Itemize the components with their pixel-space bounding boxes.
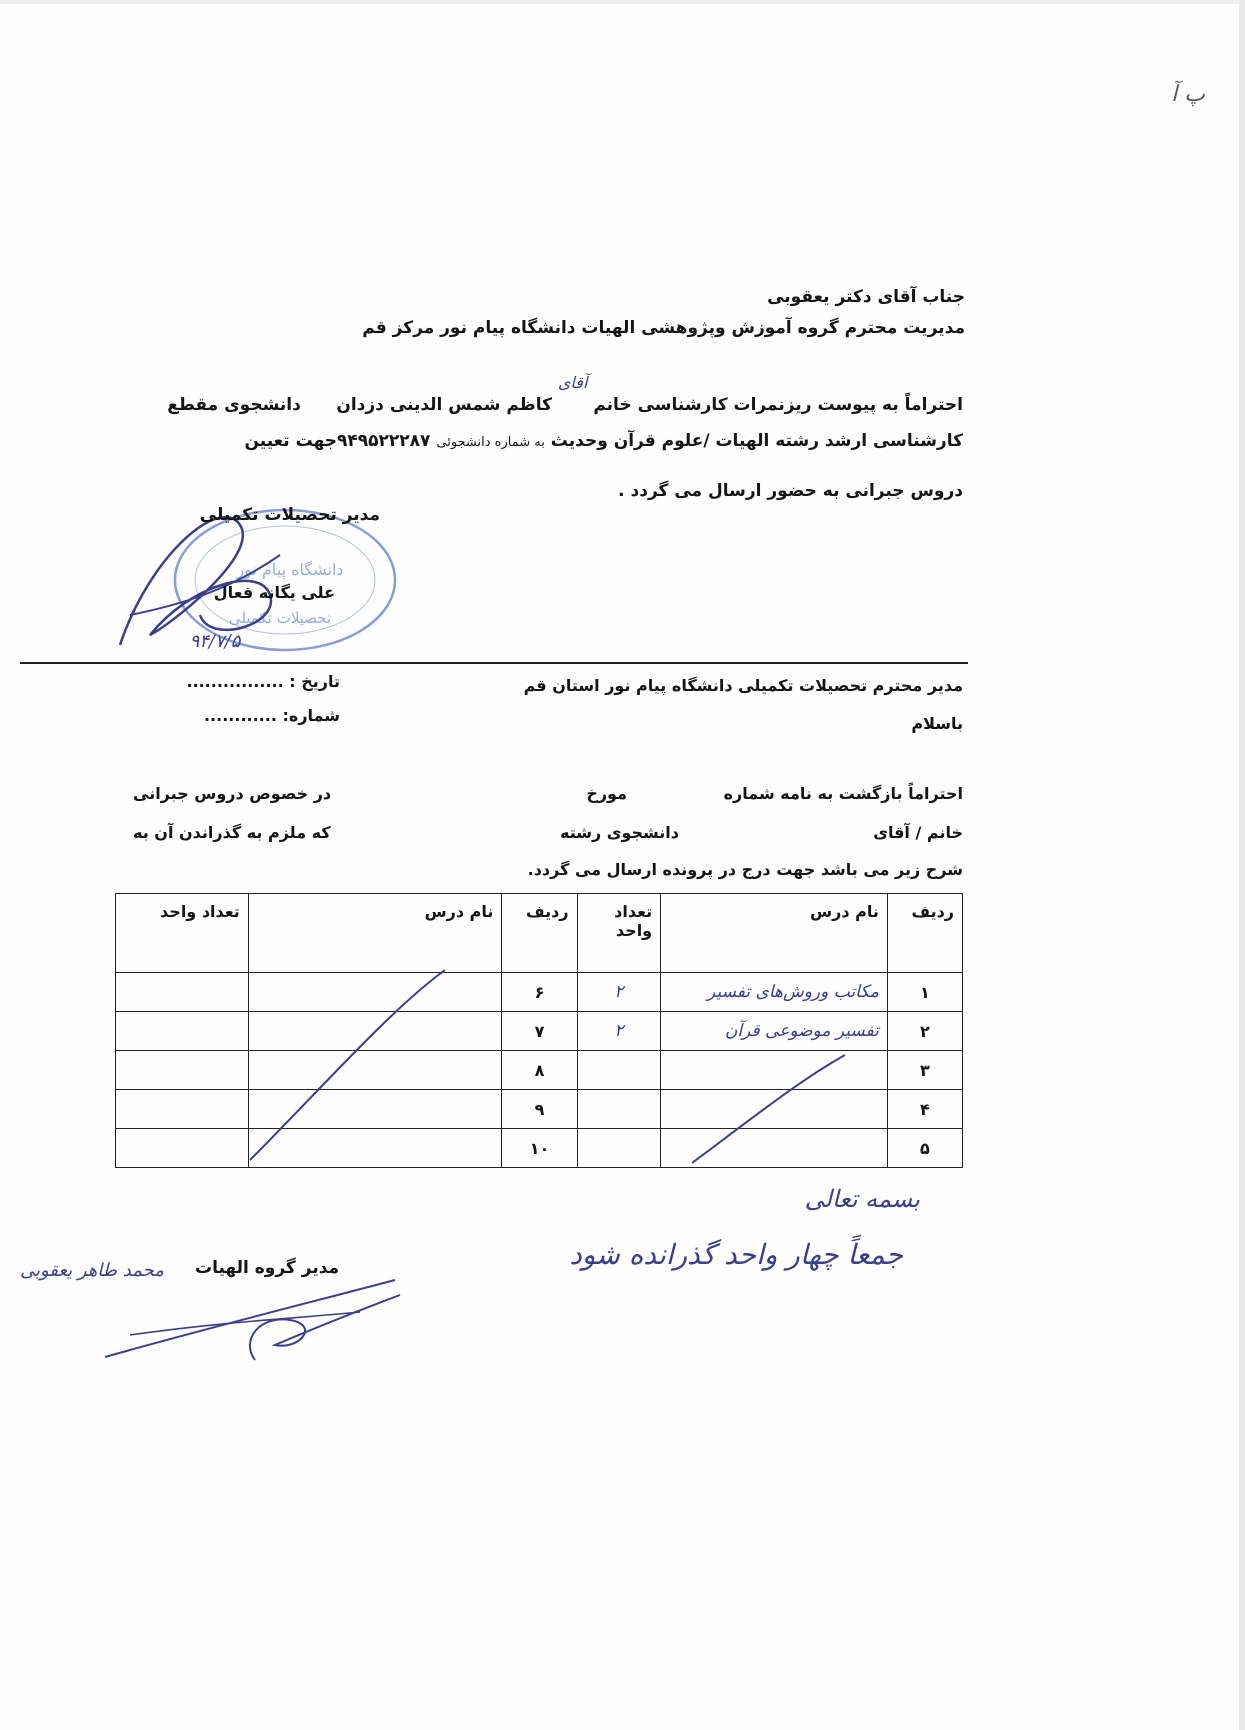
cell-units-2 [116,1051,249,1090]
date-field: تاریخ : ................ [186,672,340,691]
th-course: نام درس [661,894,888,973]
table-row [116,973,963,1012]
cell-units [577,1090,661,1129]
ref-text-a: احتراماً بازگشت به نامه شماره [723,784,963,803]
scan-border-right [1239,0,1245,1730]
cell-units [577,1051,661,1090]
cell-row: ۵ [887,1129,962,1168]
table-description: شرح زیر می باشد جهت درج در پرونده ارسال می گردد. [527,860,963,879]
footer-title: مدیر گروه الهیات [195,1258,340,1278]
cell-row: ۴ [887,1090,962,1129]
cell-row-2: ۹ [502,1090,577,1129]
addressee-line: جناب آقای دکتر یعقوبی [767,287,965,307]
request-line-1-a: احتراماً به پیوست ریزنمرات کارشناسی خانم [593,395,963,415]
cell-row-2: ۱۰ [502,1129,577,1168]
cell-course [661,1051,888,1090]
cell-course-2 [248,1129,502,1168]
cell-course-2 [248,1090,502,1129]
table-row [116,1012,963,1051]
ref-text-c: در خصوص دروس جبرانی [133,784,332,803]
request-student-number: ۹۴۹۵۲۲۲۸۷جهت تعیین [244,431,431,451]
svg-text:دانشگاه پیام نور: دانشگاه پیام نور [236,560,344,579]
cell-row-2: ۸ [502,1051,577,1090]
cell-course [661,1090,888,1129]
request-line-1-c: دانشجوی مقطع [167,395,301,415]
cell-row: ۳ [887,1051,962,1090]
handwritten-note-line-1: بسمه تعالی [804,1185,920,1213]
cell-row-2: ۷ [502,1012,577,1051]
th-row: ردیف [887,894,962,973]
th-units-2: تعداد واحد [116,894,249,973]
request-line-2-a: کارشناسی ارشد رشته الهیات /علوم قرآن وحدیث [550,431,963,451]
cell-units-2 [116,1129,249,1168]
footer-signature-line [130,1312,360,1335]
footer-handwritten-name: محمد طاهر یعقوبی [20,1260,164,1281]
request-line-2-small: به شماره دانشجوئی [436,435,545,450]
request-student-name: کاظم شمس الدینی دزدان [336,395,552,415]
signature-block [80,495,410,670]
section-divider [20,662,968,664]
cell-units-2 [116,973,249,1012]
table-header-row [116,894,963,973]
request-line-3: دروس جبرانی به حضور ارسال می گردد . [618,481,963,501]
cell-course: مکاتب وروش‌های تفسیر [661,973,888,1012]
addressee-role-line: مدیریت محترم گروه آموزش وپژوهشی الهیات دانشگاه پیام نور مرکز قم [362,318,965,338]
table-row [116,1051,963,1090]
reply-greeting: باسلام [911,714,963,733]
request-line-2 [123,424,963,460]
cell-row-2: ۶ [502,973,577,1012]
footer-signature-underline [105,1280,395,1357]
signature-title: مدیر تحصیلات تکمیلی [199,505,380,525]
cell-course: تفسیر موضوعی قرآن [661,1012,888,1051]
cell-units-2 [116,1012,249,1051]
reply-addressee: مدیر محترم تحصیلات تکمیلی دانشگاه پیام نور استان قم [523,676,963,695]
footer-signature-stroke [250,1295,400,1360]
th-course-2: نام درس [248,894,502,973]
cell-course-2 [248,1012,502,1051]
ref-text-b: مورخ [586,784,627,803]
cell-row: ۲ [887,1012,962,1051]
request-line-1 [123,373,963,422]
th-row-2: ردیف [502,894,577,973]
scan-border-top [0,0,1245,4]
cell-units [577,1129,661,1168]
handwritten-note-line-2: جمعاً چهار واحد گذرانده شود [569,1238,903,1271]
cell-course [661,1129,888,1168]
number-field: شماره: ............ [203,706,340,725]
table-row [116,1129,963,1168]
cell-row: ۱ [887,973,962,1012]
student-text-a: خانم / آقای [873,823,963,842]
handwritten-insertion: آقای [557,373,588,392]
cell-course-2 [248,1051,502,1090]
signature-date-handwritten: ۹۴/۷/۵ [189,631,241,652]
cell-units: ۲ [577,1012,661,1051]
cell-course-2 [248,973,502,1012]
compensatory-courses-table [115,893,963,1168]
table-row [116,1090,963,1129]
corner-handwritten-mark: پ آ [1171,82,1205,107]
student-text-c: که ملزم به گذراندن آن به [133,823,331,842]
student-text-b: دانشجوی رشته [560,823,679,842]
signature-name: علی یگانه فعال [213,583,335,602]
th-units: تعداد واحد [577,894,661,973]
svg-text:تحصیلات تکمیلی: تحصیلات تکمیلی [228,609,332,627]
cell-units-2 [116,1090,249,1129]
cell-units: ۲ [577,973,661,1012]
